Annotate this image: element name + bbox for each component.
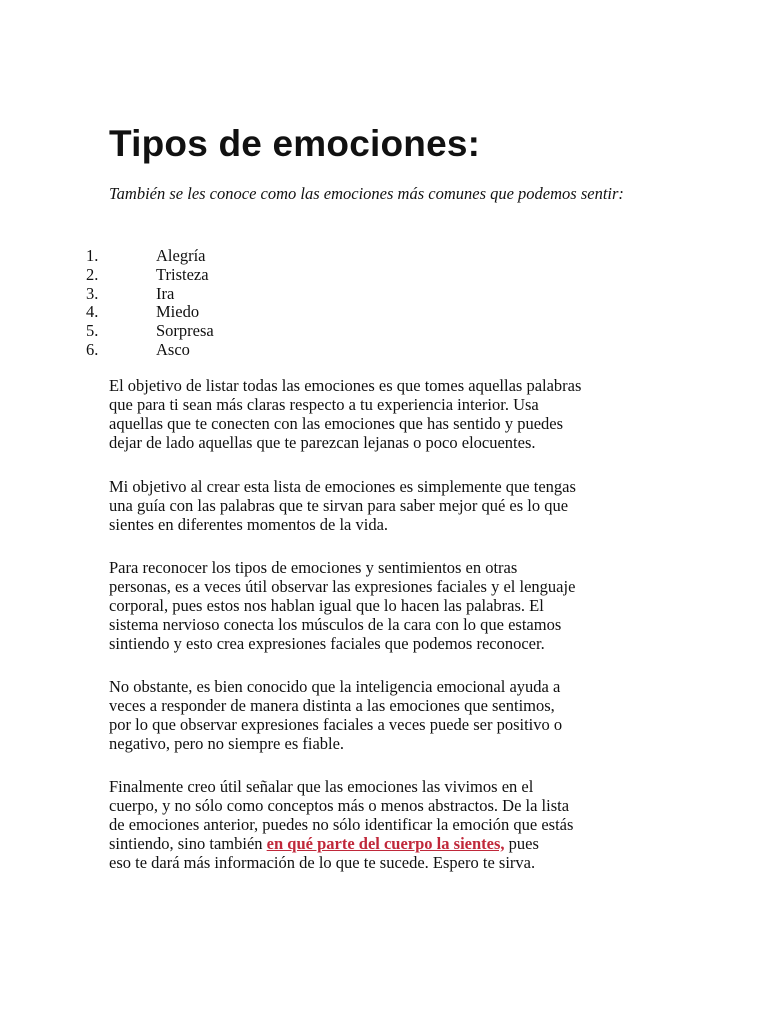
list-item-number: 2.: [86, 264, 99, 284]
list-item-label: Asco: [156, 339, 190, 359]
paragraph-line: corporal, pues estos nos hablan igual que lo hacen las palabras. El: [109, 596, 544, 615]
paragraph-line: El objetivo de listar todas las emociones es que tomes aquellas palabras: [109, 376, 582, 395]
list-item-label: Alegría: [156, 246, 206, 265]
list-item-label: Tristeza: [156, 264, 209, 284]
paragraph-line: dejar de lado aquellas que te parezcan lejanas o poco elocuentes.: [109, 433, 536, 452]
paragraph-line: que para ti sean más claras respecto a tu experiencia interior. Usa: [109, 395, 539, 414]
paragraph-recognize: [109, 558, 689, 653]
paragraph-line: sientes en diferentes momentos de la vida.: [109, 515, 389, 534]
page-title: Tipos de emociones:: [109, 123, 481, 164]
link-line-after: pues: [504, 834, 539, 853]
paragraph-line: personas, es a veces útil observar las expresiones faciales y el lenguaje: [109, 577, 576, 596]
subtitle: También se les conoce como las emociones más comunes que podemos sentir:: [109, 184, 624, 203]
paragraph-line: negativo, pero no siempre es fiable.: [109, 734, 345, 753]
list-item-number: 1.: [86, 246, 99, 265]
list-item-number: 6.: [86, 339, 99, 359]
list-item-label: Ira: [156, 283, 175, 303]
paragraph-goal: [109, 477, 689, 534]
list-item-label: Sorpresa: [156, 321, 214, 341]
paragraph-line: No obstante, es bien conocido que la inteligencia emocional ayuda a: [109, 677, 561, 696]
paragraph-line: sistema nervioso conecta los músculos de la cara con lo que estamos: [109, 615, 562, 634]
list-item-number: 5.: [86, 321, 99, 341]
paragraph-line-with-link: [109, 834, 689, 853]
paragraph-line: veces a responder de manera distinta a las emociones que sentimos,: [109, 696, 555, 715]
link-line-before: sintiendo, sino también: [109, 834, 267, 853]
list-item-label: Miedo: [156, 302, 200, 322]
paragraph-however: [109, 677, 689, 753]
paragraph-finally: [109, 777, 689, 872]
list-item-number: 3.: [86, 283, 99, 303]
paragraph-line: cuerpo, y no sólo como conceptos más o menos abstractos. De la lista: [109, 796, 570, 815]
paragraph-line: Finalmente creo útil señalar que las emociones las vivimos en el: [109, 777, 534, 796]
paragraph-line: eso te dará más información de lo que te sucede. Espero te sirva.: [109, 853, 536, 872]
paragraph-line: Mi objetivo al crear esta lista de emociones es simplemente que tengas: [109, 477, 576, 496]
body-part-link[interactable]: en qué parte del cuerpo la sientes,: [266, 834, 505, 853]
list-item-number: 4.: [86, 302, 99, 322]
paragraph-line: sintiendo y esto crea expresiones faciales que podemos reconocer.: [109, 634, 545, 653]
paragraph-line: una guía con las palabras que te sirvan para saber mejor qué es lo que: [109, 496, 569, 515]
paragraph-line: aquellas que te conecten con las emociones que has sentido y puedes: [109, 414, 564, 433]
paragraph-objective: [109, 376, 689, 452]
paragraph-line: de emociones anterior, puedes no sólo identificar la emoción que estás: [109, 815, 574, 834]
paragraph-line: por lo que observar expresiones faciales a veces puede ser positivo o: [109, 715, 563, 734]
paragraph-line: Para reconocer los tipos de emociones y sentimientos en otras: [109, 558, 518, 577]
